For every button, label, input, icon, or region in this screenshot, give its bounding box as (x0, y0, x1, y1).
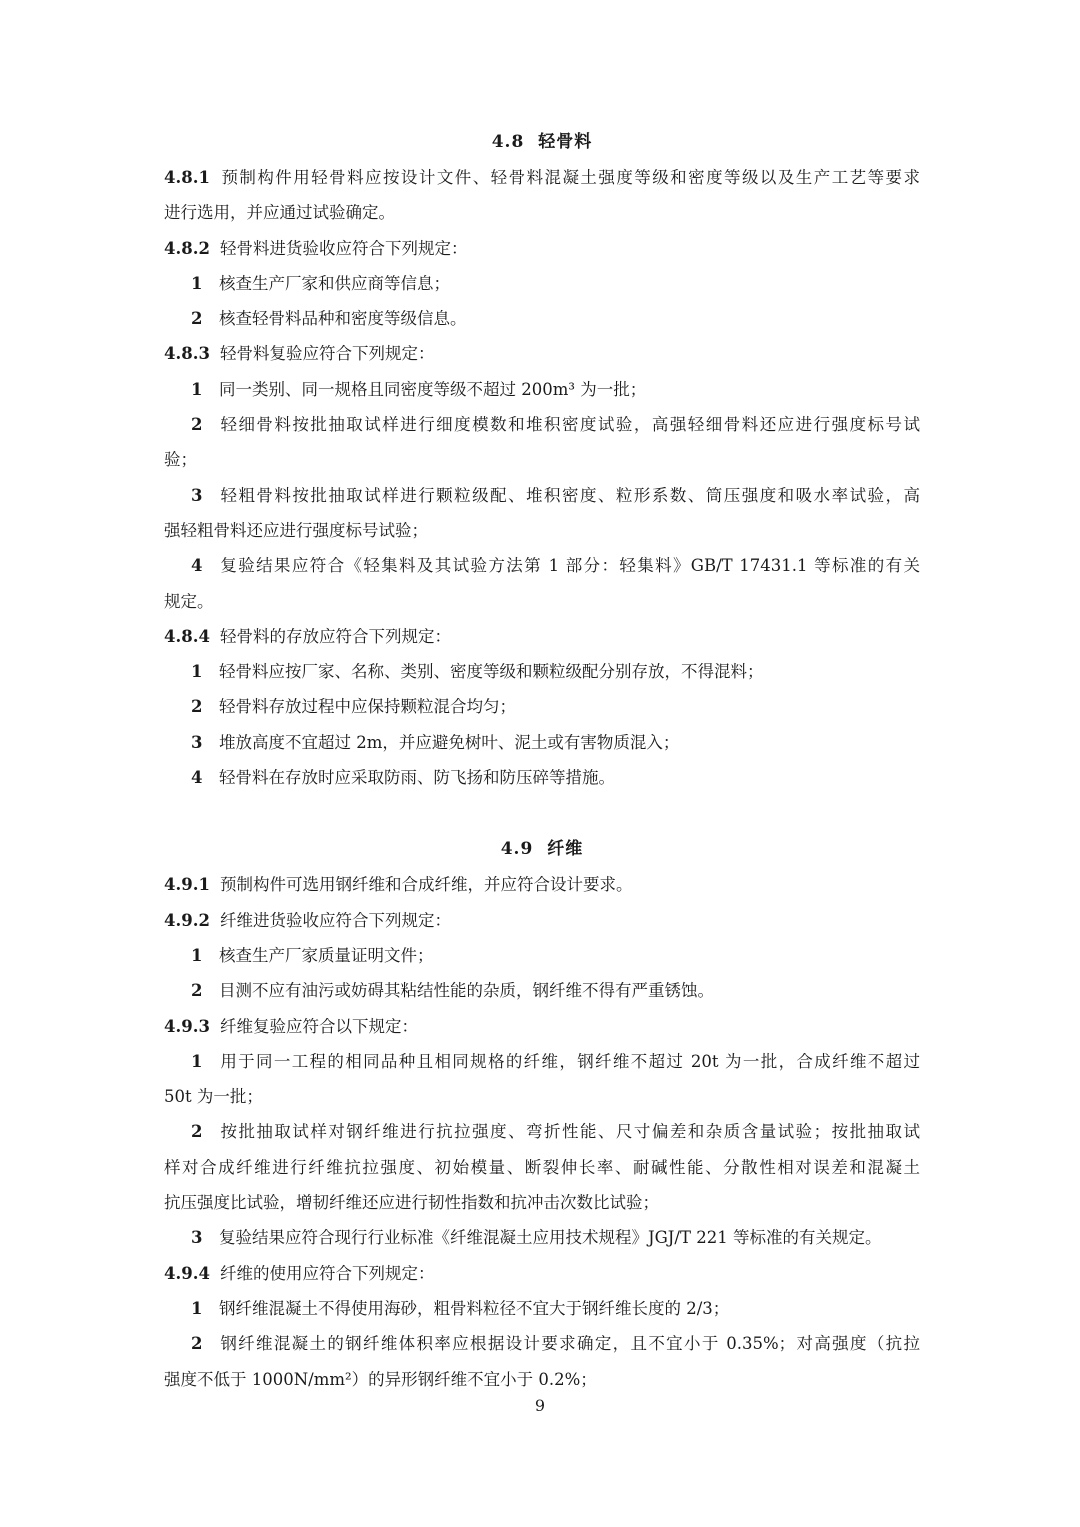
section-gap (164, 795, 920, 831)
list-item (164, 760, 920, 795)
clause-number: 4.8.1 (164, 168, 210, 187)
item-number: 2 (191, 309, 203, 329)
continuation-line (164, 442, 920, 477)
line-text: 轻骨料复验应符合下列规定： (220, 344, 435, 364)
section-title (164, 831, 920, 867)
item-number: 2 (191, 697, 203, 717)
clause-number: 4.9.4 (164, 1263, 210, 1283)
list-item (164, 372, 920, 407)
line-text: 纤维的使用应符合下列规定： (220, 1263, 435, 1283)
list-item (164, 1326, 920, 1361)
continuation-line (164, 584, 920, 619)
item-number: 1 (191, 945, 203, 965)
clause-number: 4.8.3 (164, 344, 210, 364)
list-item (164, 301, 920, 336)
line-text: 纤维复验应符合以下规定： (220, 1016, 418, 1036)
item-number: 2 (191, 1122, 203, 1142)
item-number: 1 (191, 1298, 203, 1318)
line-text: 按批抽取试样对钢纤维进行抗拉强度、弯折性能、尺寸偏差和杂质含量试验；按批抽取试 (219, 1122, 920, 1142)
list-item (164, 1044, 920, 1079)
line-text: 预制构件可选用钢纤维和合成纤维，并应符合设计要求。 (220, 875, 633, 895)
continuation-line (164, 1150, 920, 1185)
list-item (164, 548, 920, 583)
line-text: 核查生产厂家质量证明文件； (219, 945, 434, 965)
item-number: 2 (191, 981, 203, 1001)
item-number: 3 (191, 485, 203, 505)
continuation-line (164, 195, 920, 230)
line-text: 轻骨料进货验收应符合下列规定： (220, 238, 468, 258)
list-item (164, 725, 920, 760)
line-text: 轻骨料在存放时应采取防雨、防飞扬和防压碎等措施。 (219, 768, 615, 788)
clause-line (164, 867, 920, 902)
clause-number: 4.8.2 (164, 238, 210, 258)
line-text: 验； (164, 450, 197, 470)
section-title-text: 轻骨料 (538, 132, 593, 152)
line-text: 钢纤维混凝土的钢纤维体积率应根据设计要求确定，且不宜小于 0.35%；对高强度（抗拉 (219, 1334, 920, 1354)
list-item (164, 266, 920, 301)
clause-line (164, 231, 920, 266)
list-item (164, 1291, 920, 1326)
line-text: 轻骨料的存放应符合下列规定： (220, 626, 451, 646)
clause-line (164, 1009, 920, 1044)
line-text: 样对合成纤维进行纤维抗拉强度、初始模量、断裂伸长率、耐碱性能、分散性相对误差和混凝土 (164, 1157, 920, 1177)
section-title (164, 124, 920, 160)
item-number: 2 (191, 1334, 203, 1354)
line-text: 轻细骨料按批抽取试样进行细度模数和堆积密度试验，高强轻细骨料还应进行强度标号试 (219, 415, 920, 435)
clause-number: 4.9.3 (164, 1016, 210, 1036)
item-number: 4 (191, 556, 203, 576)
line-text: 50t 为一批； (164, 1087, 263, 1107)
item-number: 1 (191, 379, 203, 399)
clause-line (164, 336, 920, 371)
item-number: 4 (191, 768, 203, 788)
section-number: 4.9 (500, 839, 534, 860)
continuation-line (164, 1185, 920, 1220)
list-item (164, 654, 920, 689)
line-text: 进行选用，并应通过试验确定。 (164, 203, 395, 223)
line-text: 轻骨料存放过程中应保持颗粒混合均匀； (219, 697, 516, 717)
item-number: 1 (191, 273, 203, 293)
line-text: 钢纤维混凝土不得使用海砂，粗骨料粒径不宜大于钢纤维长度的 2/3； (219, 1298, 730, 1318)
list-item (164, 1114, 920, 1149)
continuation-line (164, 1079, 920, 1114)
item-number: 3 (191, 732, 203, 752)
clause-line (164, 903, 920, 938)
clause-line (164, 1256, 920, 1291)
line-text: 轻骨料应按厂家、名称、类别、密度等级和颗粒级配分别存放，不得混料； (219, 662, 764, 682)
line-text: 核查生产厂家和供应商等信息； (219, 273, 450, 293)
clause-number: 4.8.4 (164, 626, 210, 646)
line-text: 目测不应有油污或妨碍其粘结性能的杂质，钢纤维不得有严重锈蚀。 (219, 981, 714, 1001)
continuation-line (164, 513, 920, 548)
list-item (164, 689, 920, 724)
continuation-line (164, 1362, 920, 1397)
line-text: 用于同一工程的相同品种且相同规格的纤维，钢纤维不超过 20t 为一批，合成纤维不超过 (219, 1051, 920, 1071)
clause-line (164, 160, 920, 195)
line-text: 复验结果应符合《轻集料及其试验方法第 1 部分：轻集料》GB/T 17431.1 等标准的有关 (219, 556, 920, 576)
section-number: 4.8 (491, 132, 525, 152)
item-number: 1 (191, 1051, 203, 1071)
page-number: 9 (534, 1396, 546, 1415)
line-text: 强度不低于 1000N/mm²）的异形钢纤维不宜小于 0.2%； (164, 1369, 597, 1389)
line-text: 堆放高度不宜超过 2m，并应避免树叶、泥土或有害物质混入； (219, 732, 680, 752)
list-item (164, 938, 920, 973)
line-text: 核查轻骨料品种和密度等级信息。 (219, 309, 467, 329)
clause-number: 4.9.2 (164, 910, 210, 930)
section-title-text: 纤维 (547, 839, 584, 860)
list-item (164, 478, 920, 513)
line-text: 抗压强度比试验，增韧纤维还应进行韧性指数和抗冲击次数比试验； (164, 1193, 659, 1213)
clause-number: 4.9.1 (164, 875, 210, 895)
list-item (164, 973, 920, 1008)
page-content (164, 124, 920, 1397)
line-text: 复验结果应符合现行行业标准《纤维混凝土应用技术规程》JGJ/T 221 等标准的有关规定。 (219, 1228, 882, 1248)
line-text: 轻粗骨料按批抽取试样进行颗粒级配、堆积密度、粒形系数、筒压强度和吸水率试验，高 (219, 485, 920, 505)
list-item (164, 1220, 920, 1255)
line-text: 同一类别、同一规格且同密度等级不超过 200m³ 为一批； (219, 379, 647, 399)
item-number: 2 (191, 415, 203, 435)
line-text: 强轻粗骨料还应进行强度标号试验； (164, 520, 428, 540)
line-text: 预制构件用轻骨料应按设计文件、轻骨料混凝土强度等级和密度等级以及生产工艺等要求 (220, 168, 920, 187)
line-text: 规定。 (164, 591, 214, 611)
item-number: 1 (191, 662, 203, 682)
item-number: 3 (191, 1228, 203, 1248)
line-text: 纤维进货验收应符合下列规定： (220, 910, 451, 930)
list-item (164, 407, 920, 442)
clause-line (164, 619, 920, 654)
